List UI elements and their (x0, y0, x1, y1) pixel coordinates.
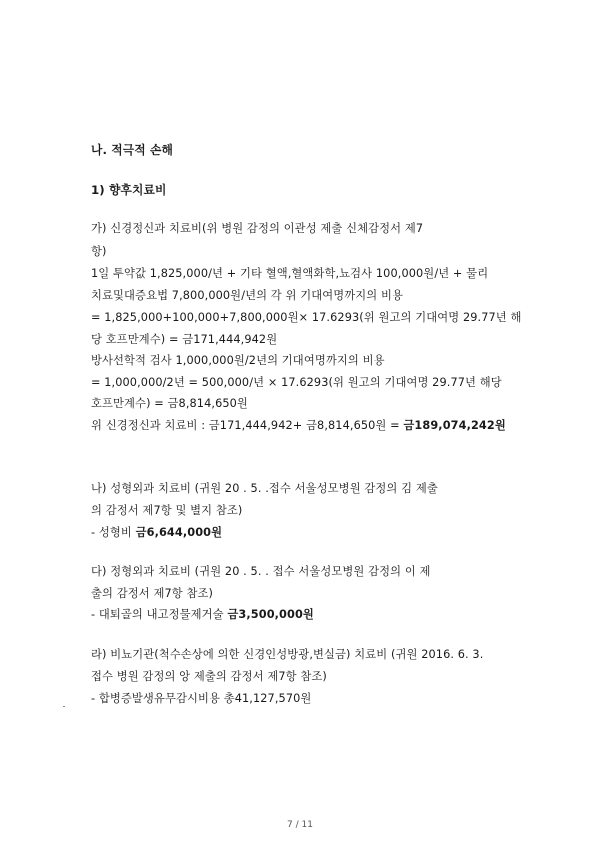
item-na-cost-amount: 금6,644,000원 (135, 526, 223, 539)
item-da-line-2: 출의 감정서 제7항 참조) (91, 587, 213, 600)
item-ga-total-prefix: 위 신경정신과 치료비 : 금171,444,942+ 금8,814,650원 = (91, 419, 404, 432)
item-ra-cost-line: - 합병증발생유무감시비용 총41,127,570원 (91, 692, 312, 705)
item-ga-line-2: 치료및대증요법 7,800,000원/년의 각 위 기대여명까지의 비용 (91, 289, 404, 302)
item-ga-line-7: 호프만계수) = 금8,814,650원 (91, 397, 248, 410)
item-ga-title-line-2: 항) (91, 245, 107, 258)
subsection-heading: 1) 향후치료비 (91, 183, 167, 197)
item-ga-line-1: 1일 투약값 1,825,000/년 + 기타 혈액,혈액화학,뇨검사 100,000원/년 + 물리 (91, 267, 489, 280)
item-ga-total-amount: 금189,074,242원 (403, 419, 506, 432)
item-ga-line-5: 방사선학적 검사 1,000,000원/2년의 기대여명까지의 비용 (91, 354, 385, 367)
section-heading: 나. 적극적 손해 (91, 143, 173, 157)
page-number: 7 / 11 (287, 820, 313, 830)
item-da-cost-prefix: - 대퇴골의 내고정물제거술 (91, 608, 228, 621)
item-ga-title-line-1: 가) 신경정신과 치료비(위 병원 감정의 이관성 제출 신체감정서 제7 (91, 222, 424, 235)
item-da-line-1: 다) 정형외과 치료비 (귀원 20 . 5. . 접수 서울성모병원 감정의 이 제 (91, 565, 431, 578)
item-ga-line-6: = 1,000,000/2년 = 500,000/년 × 17.6293(위 원고의 기대여명 29.77년 해당 (91, 376, 502, 389)
item-ra-line-2: 접수 병원 감정의 앙 제출의 감정서 제7항 참조) (91, 670, 327, 683)
scan-speck (63, 706, 65, 707)
item-na-cost-line (91, 526, 222, 540)
item-na-line-1: 나) 성형외과 치료비 (귀원 20 . 5. .접수 서울성모병원 감정의 김 제출 (91, 482, 438, 495)
item-ra-line-1: 라) 비뇨기관(척수손상에 의한 신경인성방광,변실금) 치료비 (귀원 2016. 6. 3. (91, 648, 484, 661)
item-ga-total-line (91, 419, 506, 433)
item-ga-line-4: 당 호프만계수) = 금171,444,942원 (91, 333, 278, 346)
item-da-cost-amount: 금3,500,000원 (227, 608, 314, 621)
item-ga-line-3: = 1,825,000+100,000+7,800,000원× 17.6293(위 원고의 기대여명 29.77년 해 (91, 311, 522, 324)
item-na-cost-prefix: - 성형비 (91, 526, 136, 539)
item-na-line-2: 의 감정서 제7항 및 별지 참조) (91, 504, 243, 517)
item-da-cost-line (91, 608, 314, 622)
